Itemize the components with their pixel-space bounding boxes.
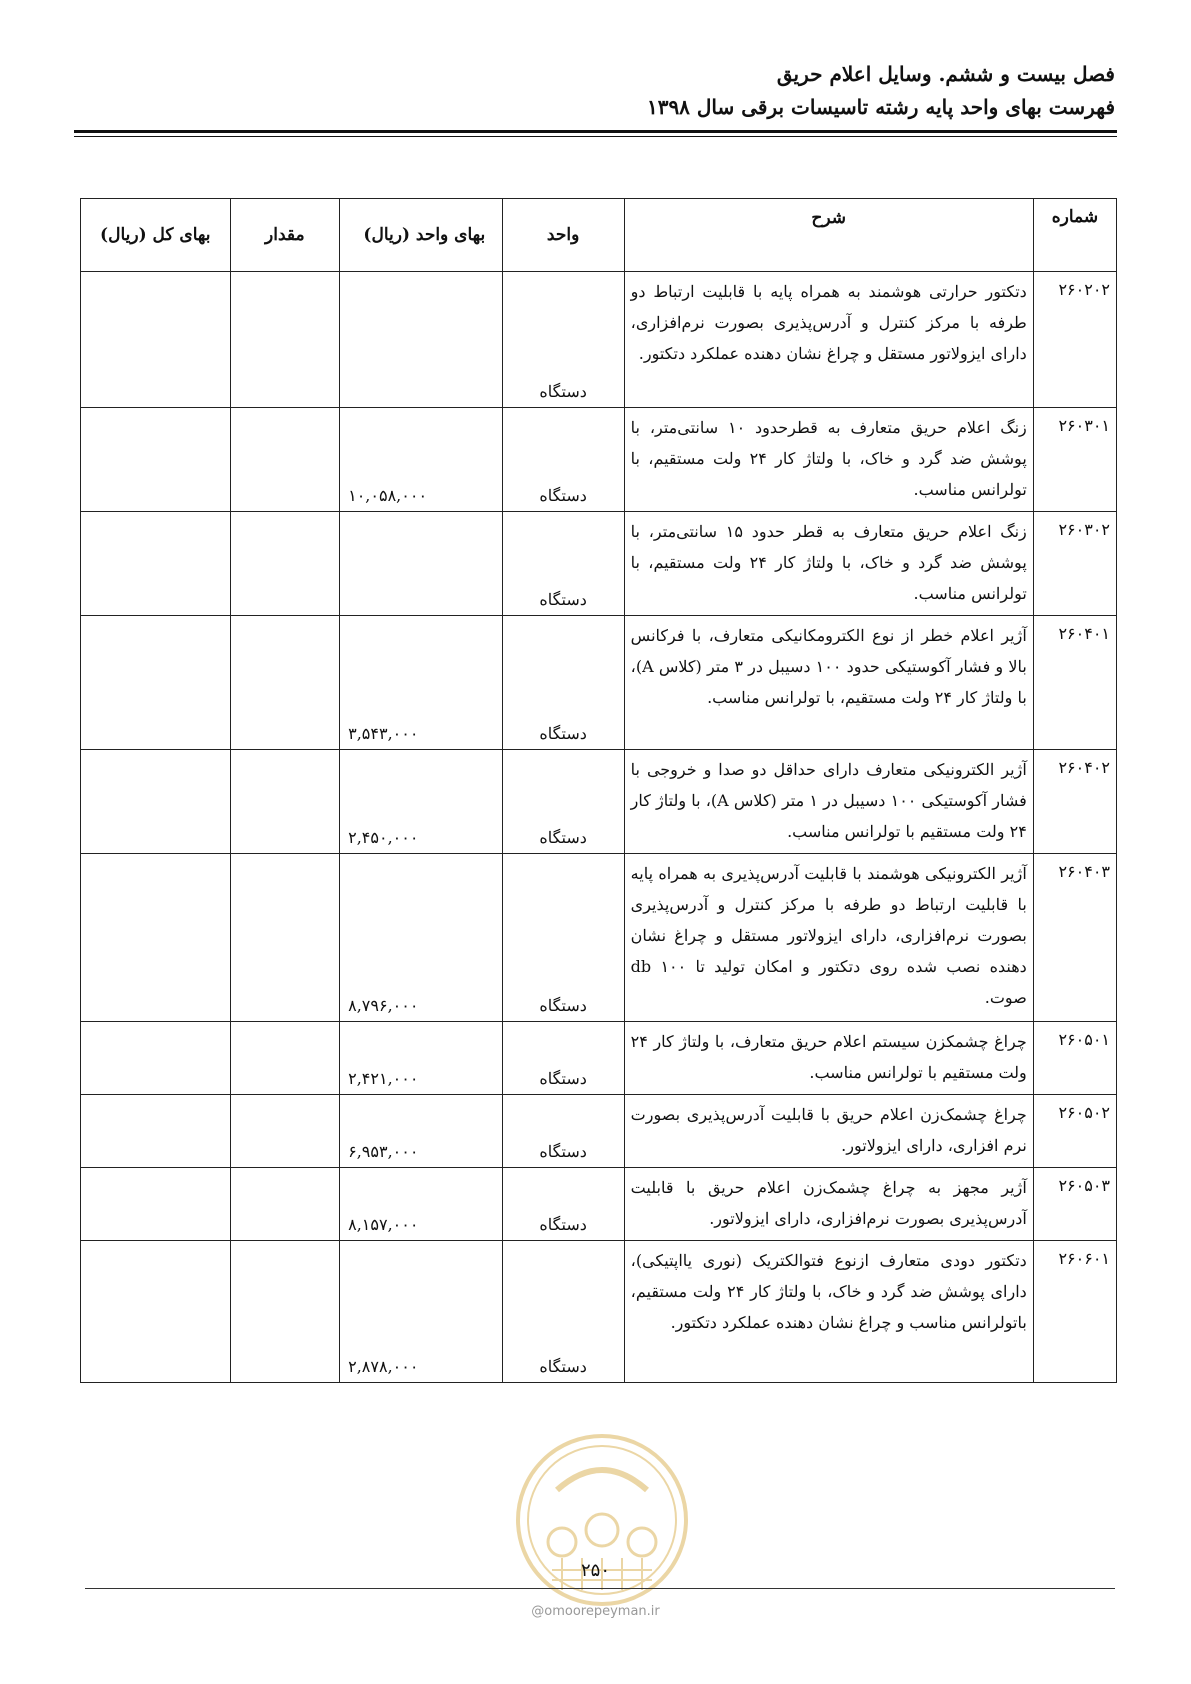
item-total-price: [81, 272, 231, 408]
table-row: [81, 1241, 1117, 1383]
item-number: ۲۶۰۳۰۱: [1033, 408, 1116, 512]
item-description: دتکتور حرارتی هوشمند به همراه پایه با قابلیت ارتباط دو طرفه با مرکز کنترل و آدرس‌پذیری بصورت نرم‌افزاری، دارای ایزولاتور مستقل و چراغ نشان دهنده عملکرد دتکتور.: [624, 272, 1033, 408]
item-total-price: [81, 854, 231, 1022]
item-unit: دستگاه: [502, 512, 624, 616]
item-unit: دستگاه: [502, 1241, 624, 1383]
website-watermark: @omoorepeyman.ir: [531, 1604, 660, 1619]
item-total-price: [81, 1022, 231, 1095]
item-quantity: [230, 1022, 340, 1095]
item-number: ۲۶۰۴۰۱: [1033, 616, 1116, 750]
item-unit: دستگاه: [502, 272, 624, 408]
item-number: ۲۶۰۴۰۳: [1033, 854, 1116, 1022]
item-quantity: [230, 854, 340, 1022]
item-total-price: [81, 1095, 231, 1168]
table-row: [81, 616, 1117, 750]
item-quantity: [230, 1241, 340, 1383]
page-number: ۲۵۰: [580, 1560, 610, 1581]
item-unit-price: [340, 272, 502, 408]
item-number: ۲۶۰۵۰۳: [1033, 1168, 1116, 1241]
item-unit: دستگاه: [502, 854, 624, 1022]
item-description: آژیر الکترونیکی هوشمند با قابلیت آدرس‌پذیری به همراه پایه با قابلیت ارتباط دو طرفه با مرکز کنترل و آدرس‌پذیری بصورت نرم‌افزاری، دارای ایزولاتور مستقل و چراغ نشان دهنده نصب شده روی دتکتور و امکان تولید تا ۱۰۰ db صوت.: [624, 854, 1033, 1022]
item-unit-price: ۸,۷۹۶,۰۰۰: [340, 854, 502, 1022]
table-header-row: [81, 199, 1117, 272]
item-unit-price: ۲,۴۵۰,۰۰۰: [340, 750, 502, 854]
item-number: ۲۶۰۵۰۱: [1033, 1022, 1116, 1095]
organization-seal-logo: [512, 1430, 692, 1610]
item-total-price: [81, 1241, 231, 1383]
table-row: [81, 750, 1117, 854]
item-number: ۲۶۰۶۰۱: [1033, 1241, 1116, 1383]
item-unit-price: ۳,۵۴۳,۰۰۰: [340, 616, 502, 750]
item-total-price: [81, 408, 231, 512]
item-number: ۲۶۰۴۰۲: [1033, 750, 1116, 854]
table-row: [81, 1095, 1117, 1168]
item-unit-price: [340, 512, 502, 616]
header-rule-thick: [74, 130, 1117, 133]
document-subtitle: فهرست بهای واحد پایه رشته تاسیسات برقی سال ۱۳۹۸: [646, 95, 1115, 119]
item-number: ۲۶۰۳۰۲: [1033, 512, 1116, 616]
item-quantity: [230, 512, 340, 616]
column-header-unit-price: بهای واحد (ریال): [340, 199, 502, 272]
item-quantity: [230, 1168, 340, 1241]
footer-rule: [85, 1588, 1115, 1589]
item-total-price: [81, 512, 231, 616]
item-description: چراغ چشمک‌زن اعلام حریق با قابلیت آدرس‌پذیری بصورت نرم افزاری، دارای ایزولاتور.: [624, 1095, 1033, 1168]
price-list-table: [80, 198, 1117, 1383]
item-description: زنگ اعلام حریق متعارف به قطرحدود ۱۰ سانتی‌متر، با پوشش ضد گرد و خاک، با ولتاژ کار ۲۴ ولت مستقیم، با تولرانس مناسب.: [624, 408, 1033, 512]
table-row: [81, 1168, 1117, 1241]
item-unit-price: ۶,۹۵۳,۰۰۰: [340, 1095, 502, 1168]
item-quantity: [230, 272, 340, 408]
item-unit: دستگاه: [502, 616, 624, 750]
item-number: ۲۶۰۲۰۲: [1033, 272, 1116, 408]
item-total-price: [81, 1168, 231, 1241]
table-row: [81, 408, 1117, 512]
item-unit-price: ۲,۸۷۸,۰۰۰: [340, 1241, 502, 1383]
table-row: [81, 512, 1117, 616]
item-unit: دستگاه: [502, 1022, 624, 1095]
item-description: دتکتور دودی متعارف ازنوع فتوالکتریک (نوری یااپتیکی)، دارای پوشش ضد گرد و خاک، با ولتاژ کار ۲۴ ولت مستقیم، باتولرانس مناسب و چراغ نشان دهنده عملکرد دتکتور.: [624, 1241, 1033, 1383]
table-row: [81, 1022, 1117, 1095]
item-unit: دستگاه: [502, 1168, 624, 1241]
item-quantity: [230, 1095, 340, 1168]
table-row: [81, 272, 1117, 408]
item-quantity: [230, 408, 340, 512]
column-header-description: شرح: [624, 199, 1033, 272]
item-unit-price: ۸,۱۵۷,۰۰۰: [340, 1168, 502, 1241]
item-total-price: [81, 616, 231, 750]
column-header-total-price: بهای کل (ریال): [81, 199, 231, 272]
item-unit: دستگاه: [502, 1095, 624, 1168]
table-row: [81, 854, 1117, 1022]
item-description: زنگ اعلام حریق متعارف به قطر حدود ۱۵ سانتی‌متر، با پوشش ضد گرد و خاک، با ولتاژ کار ۲۴ ولت مستقیم، با تولرانس مناسب.: [624, 512, 1033, 616]
page-header: [76, 58, 1115, 124]
column-header-quantity: مقدار: [230, 199, 340, 272]
item-description: آژیر مجهز به چراغ چشمک‌زن اعلام حریق با قابلیت آدرس‌پذیری بصورت نرم‌افزاری، دارای ایزولاتور.: [624, 1168, 1033, 1241]
header-rule-thin: [74, 136, 1117, 137]
column-header-unit: واحد: [502, 199, 624, 272]
item-description: آژیر الکترونیکی متعارف دارای حداقل دو صدا و خروجی با فشار آکوستیکی ۱۰۰ دسیبل در ۱ متر (کلاس A)، با ولتاژ کار ۲۴ ولت مستقیم با تولرانس مناسب.: [624, 750, 1033, 854]
item-total-price: [81, 750, 231, 854]
item-unit: دستگاه: [502, 750, 624, 854]
column-header-number: شماره: [1033, 199, 1116, 272]
item-unit: دستگاه: [502, 408, 624, 512]
item-description: چراغ چشمکزن سیستم اعلام حریق متعارف، با ولتاژ کار ۲۴ ولت مستقیم با تولرانس مناسب.: [624, 1022, 1033, 1095]
item-number: ۲۶۰۵۰۲: [1033, 1095, 1116, 1168]
chapter-title: فصل بیست و ششم. وسایل اعلام حریق: [776, 62, 1115, 86]
item-quantity: [230, 750, 340, 854]
item-unit-price: ۱۰,۰۵۸,۰۰۰: [340, 408, 502, 512]
item-description: آژیر اعلام خطر از نوع الکترومکانیکی متعارف، با فرکانس بالا و فشار آکوستیکی حدود ۱۰۰ دسیبل در ۳ متر (کلاس A)، با ولتاژ کار ۲۴ ولت مستقیم، با تولرانس مناسب.: [624, 616, 1033, 750]
item-unit-price: ۲,۴۲۱,۰۰۰: [340, 1022, 502, 1095]
item-quantity: [230, 616, 340, 750]
